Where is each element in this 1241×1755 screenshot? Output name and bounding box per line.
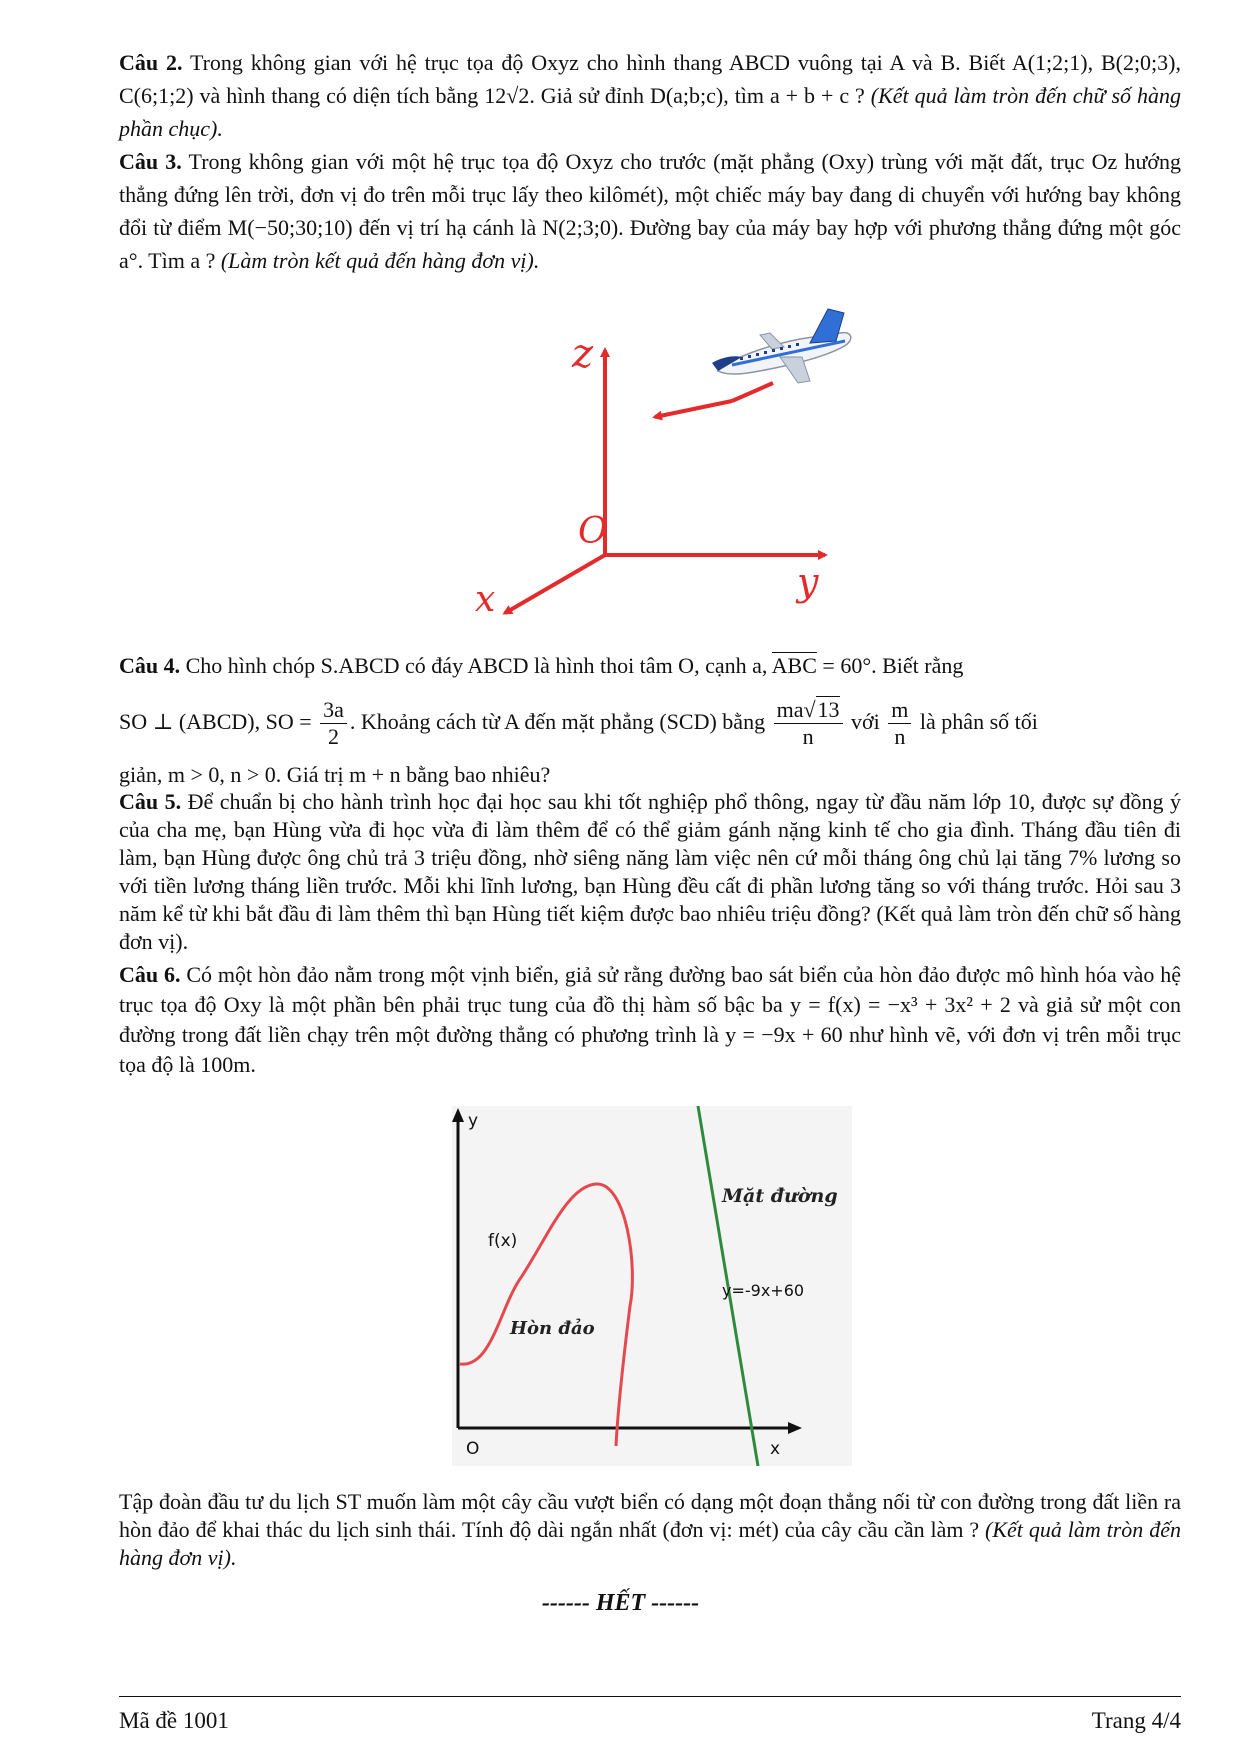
z-axis-label: z [572,331,594,377]
question-4-label: Câu 4. [119,653,181,678]
airplane-icon [712,309,851,383]
question-2 [119,46,1181,145]
island-road-graph [452,1106,852,1466]
question-6-task-text: Tập đoàn đầu tư du lịch ST muốn làm một cây cầu vượt biển có dạng một đoạn thẳng nối từ con đường trong đất liền ra hòn đảo để khai thác du lịch sinh thái. Tính độ dài ngắn nhất (đơn vị: mét) của cây cầu cần làm ? [119,1489,1181,1542]
ratio-fraction [888,697,911,750]
footer-divider [119,1696,1181,1697]
graph-x-label: x [770,1439,781,1459]
question-5-text: Để chuẩn bị cho hành trình học đại học sau khi tốt nghiệp phổ thông, ngay từ đầu năm lớp 10, được sự đồng ý của cha mẹ, bạn Hùng vừa đi học vừa đi làm thêm để có thể giảm gánh nặng kinh tế cho gia đình. Tháng đầu tiên đi làm, bạn Hùng được ông chủ trả 3 triệu đồng, nhờ siêng năng làm việc nên cứ mỗi tháng ông chủ lại tăng 7% lương so với tiền lương tháng liền trước. Mỗi khi lĩnh lương, bạn Hùng đều cất đi phần lương tăng so với tháng trước. Hỏi sau 3 năm kể từ khi bắt đầu đi làm thêm thì bạn Hùng tiết kiệm được bao nhiêu triệu đồng? (Kết quả làm tròn đến chữ số hàng đơn vị). [119,789,1181,954]
question-3 [119,145,1181,277]
question-4-text-3: SO ⊥ (ABCD), SO = [119,709,318,734]
question-3-label: Câu 3. [119,149,182,174]
angle-abc: ABC [771,653,817,678]
so-numerator: 3a [320,697,347,724]
x-axis-label: x [475,579,496,620]
ratio-denominator: n [894,724,906,750]
question-3-note: (Làm tròn kết quả đến hàng đơn vị). [220,248,540,273]
question-2-note: (Kết quả làm tròn đến chữ số hàng phần chục). [119,83,1181,141]
question-2-text: Trong không gian với hệ trục tọa độ Oxyz cho hình thang ABCD vuông tại A và B. Biết A(1;2;1), B(2;0;3), C(6;1;2) và hình thang có diện tích bằng 12√2. Giả sử đỉnh D(a;b;c), tìm a + b + c ? [119,50,1182,108]
question-4-line-2 [119,692,1181,752]
y-axis-label: y [797,560,819,604]
question-3-text: Trong không gian với một hệ trục tọa độ Oxyz cho trước (mặt phẳng (Oxy) trùng với mặt đất, trục Oz hướng thẳng đứng lên trời, đơn vị đo trên mỗi trục lấy theo kilômét), một chiếc máy bay đang di chuyển với hướng bay không đổi từ điểm M(−50;30;10) đến vị trí hạ cánh là N(2;3;0). Đường bay của máy bay hợp với phương thẳng đứng một góc a°. Tìm a ? [119,149,1181,273]
question-4-text-2: = 60°. Biết rằng [816,653,964,678]
question-4-text-7: giản, m > 0, n > 0. Giá trị m + n bằng bao nhiêu? [119,762,551,787]
exam-code: Mã đề 1001 [119,1708,229,1733]
distance-fraction: $\frac{ma√13}{n}$ [774,697,843,750]
distance-radicand: 13 [817,697,840,723]
question-5-label: Câu 5. [119,789,182,814]
x-axis [505,555,605,613]
question-6 [119,960,1181,1080]
question-4-text-5: với [845,709,886,734]
origin-label: O [578,511,608,552]
flight-direction-arrow [655,401,732,417]
question-6-task-note: (Kết quả làm tròn đến hàng đơn vị). [119,1517,1181,1570]
question-6-task [119,1488,1181,1572]
end-marker: ------ HẾT ------ [541,1590,700,1616]
question-4-line-3 [119,758,1181,791]
flight-path-line [732,383,773,401]
line-equation-label: y=-9x+60 [722,1281,805,1300]
graph-origin-label: O [466,1439,480,1459]
distance-numerator: ma [776,697,804,723]
distance-denominator: n [802,724,814,750]
question-6-text: Có một hòn đảo nằm trong một vịnh biển, giả sử rằng đường bao sát biển của hòn đảo được mô hình hóa vào hệ trục tọa độ Oxy là một phần bên phải trục tung của đồ thị hàm số bậc ba y = f(x) = −x³ + 3x² + 2 và giả sử một con đường trong đất liền chạy trên một đường thẳng có phương trình là y = −9x + 60 như hình vẽ, với đơn vị trên mỗi trục tọa độ là 100m. [119,962,1182,1077]
island-label: Hòn đảo [510,1318,595,1339]
road-label: Mặt đường [722,1185,838,1207]
question-4-text-4: . Khoảng cách từ A đến mặt phẳng (SCD) bằng [349,709,771,734]
airplane-axes-figure [450,305,970,625]
question-5 [119,788,1181,956]
curve-label: f(x) [488,1231,518,1251]
so-fraction [320,697,347,750]
question-2-label: Câu 2. [119,50,183,75]
question-6-label: Câu 6. [119,962,181,987]
question-4-text-6: là phân số tối [914,709,1038,734]
page-number: Trang 4/4 [1091,1708,1181,1733]
so-denominator: 2 [328,724,339,750]
ratio-numerator: m [888,697,911,724]
graph-y-label: y [468,1111,479,1131]
question-4-text-1: Cho hình chóp S.ABCD có đáy ABCD là hình thoi tâm O, cạnh a, [180,653,772,678]
question-4 [119,648,1181,684]
